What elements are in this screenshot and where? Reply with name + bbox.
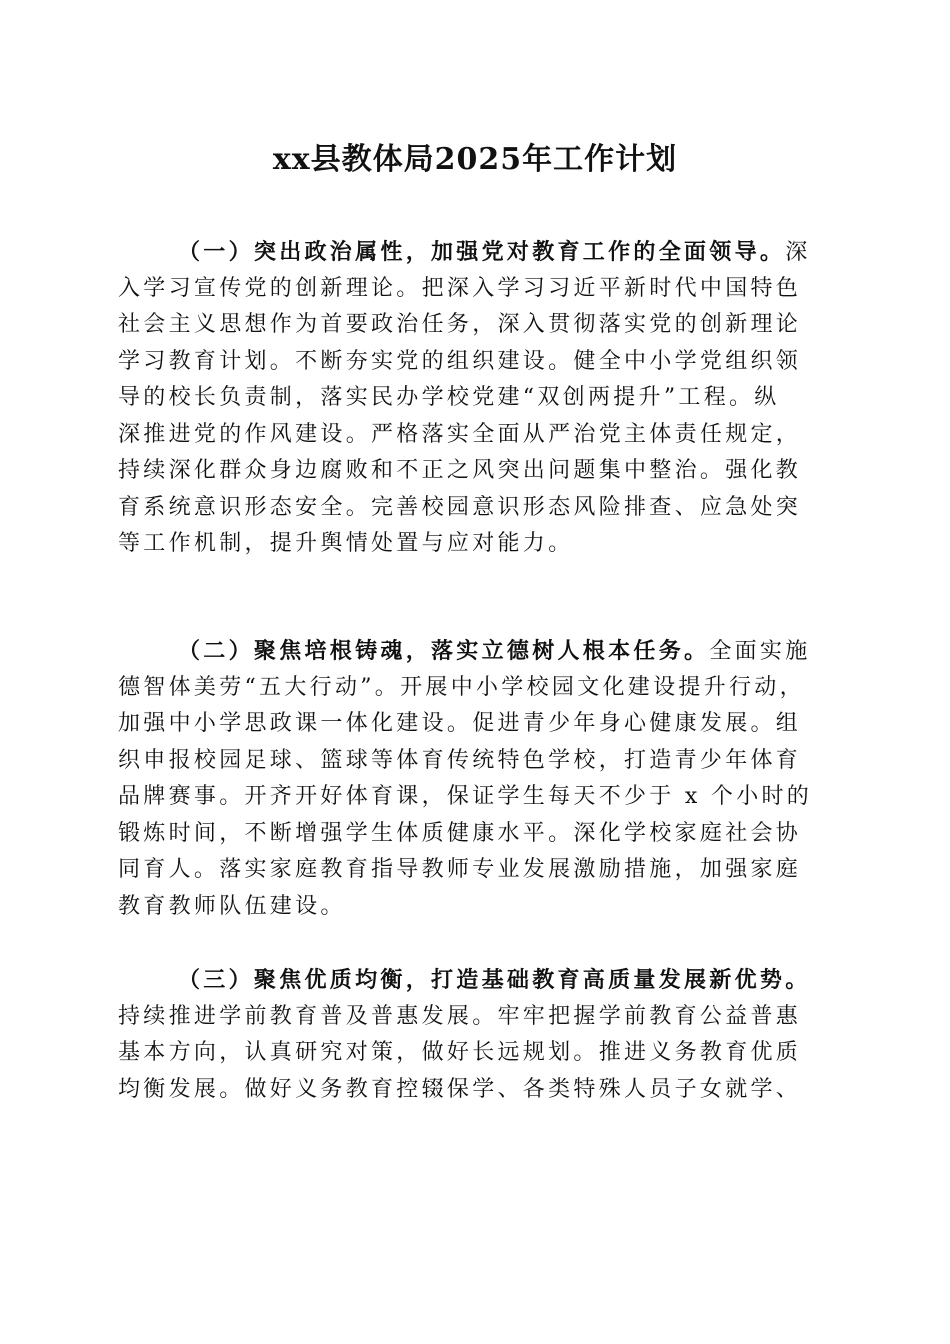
paragraph-line: 学习教育计划。不断夯实党的组织建设。健全中小学党组织领 bbox=[118, 348, 802, 374]
paragraph-text: 全面实施 bbox=[709, 639, 811, 664]
paragraph-line: 教育教师队伍建设。 bbox=[118, 893, 346, 919]
paragraph-text: 深 bbox=[785, 240, 811, 265]
paragraph-line: 织申报校园足球、篮球等体育传统特色学校，打造青少年体育 bbox=[118, 747, 802, 773]
paragraph-line: 等工作机制，提升舆情处置与应对能力。 bbox=[118, 531, 574, 556]
paragraph-line: 导的校长负责制，落实民办学校党建“双创两提升”工程。纵 bbox=[118, 385, 780, 410]
paragraph-line: 入学习宣传党的创新理论。把深入学习习近平新时代中国特色 bbox=[118, 275, 802, 301]
paragraph-line bbox=[178, 234, 838, 271]
paragraph-line bbox=[178, 962, 838, 999]
document-title: xx县教体局2025年工作计划 bbox=[272, 142, 678, 177]
paragraph-1 bbox=[118, 234, 838, 563]
paragraph-line bbox=[178, 633, 838, 670]
paragraph-3 bbox=[118, 962, 838, 1108]
paragraph-line: 社会主义思想作为首要政治任务，深入贯彻落实党的创新理论 bbox=[118, 312, 802, 337]
paragraph-line: 育系统意识形态安全。完善校园意识形态风险排查、应急处突 bbox=[118, 494, 802, 520]
paragraph-line: 同育人。落实家庭教育指导教师专业发展激励措施，加强家庭 bbox=[118, 857, 802, 882]
paragraph-line: 德智体美劳“五大行动”。开展中小学校园文化建设提升行动， bbox=[118, 674, 805, 700]
paragraph-line: 品牌赛事。开齐开好体育课，保证学生每天不少于 x 个小时的 bbox=[118, 784, 813, 809]
paragraph-line: 深推进党的作风建设。严格落实全面从严治党主体责任规定， bbox=[118, 421, 802, 447]
paragraph-heading: （二）聚焦培根铸魂，落实立德树人根本任务。 bbox=[178, 638, 710, 664]
paragraph-heading: （三）聚焦优质均衡，打造基础教育高质量发展新优势。 bbox=[178, 967, 811, 993]
paragraph-line: 基本方向，认真研究对策，做好长远规划。推进义务教育优质 bbox=[118, 1040, 802, 1065]
paragraph-line: 持续深化群众身边腐败和不正之风突出问题集中整治。强化教 bbox=[118, 458, 802, 483]
paragraph-line: 锻炼时间，不断增强学生体质健康水平。深化学校家庭社会协 bbox=[118, 820, 802, 846]
paragraph-line: 加强中小学思政课一体化建设。促进青少年身心健康发展。组 bbox=[118, 711, 802, 736]
paragraph-line: 持续推进学前教育普及普惠发展。牢牢把握学前教育公益普惠 bbox=[118, 1003, 802, 1029]
paragraph-heading: （一）突出政治属性，加强党对教育工作的全面领导。 bbox=[178, 239, 786, 265]
paragraph-line: 均衡发展。做好义务教育控辍保学、各类特殊人员子女就学、 bbox=[118, 1076, 802, 1102]
paragraph-2 bbox=[118, 633, 838, 925]
